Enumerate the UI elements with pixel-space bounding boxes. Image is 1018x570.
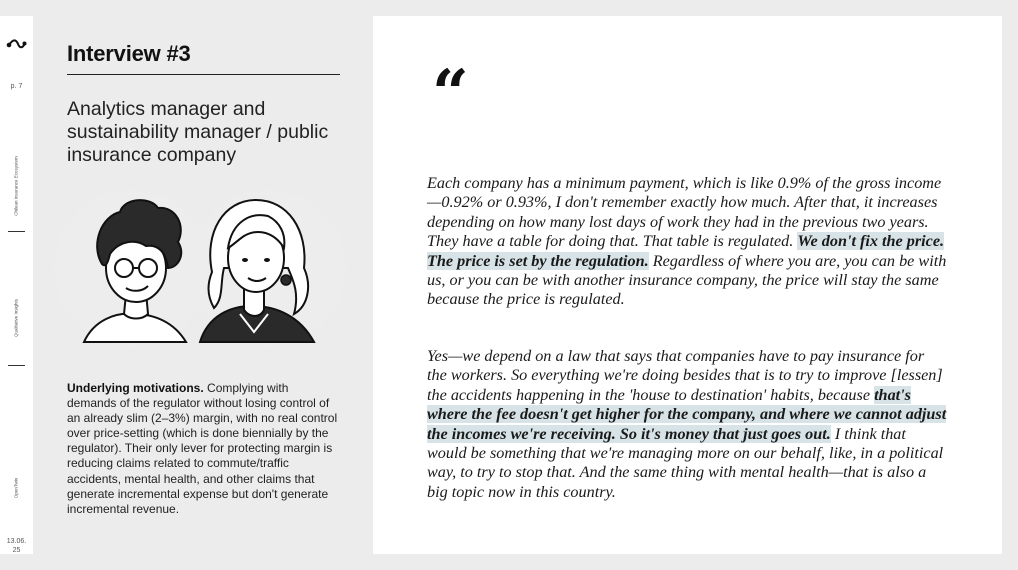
motivation-label: Underlying motivations.: [67, 381, 204, 395]
quote-paragraph-1: [427, 174, 947, 310]
woman-earring: [281, 275, 291, 285]
title-divider: [67, 74, 340, 75]
motivation-text: Complying with demands of the regulator without losing control of an already slim (2–3%) margin, with no real control over price-setting (which is done biennially by the regulator). Their only lever for protecting margin is reducing claims related to commute/traffic accidents, mental health, and other claims that generate incremental expense but don't generate incremental revenue.: [67, 381, 338, 516]
date-line-1: 13.06.: [6, 538, 27, 545]
quote-1-highlight: We don't fix the price. The price is set by the regulation.: [427, 232, 945, 270]
side-rail: [0, 16, 33, 554]
section-label-insights: Qualitative Insights: [13, 298, 19, 338]
woman-eye-right: [264, 258, 270, 262]
section-label-ecosystem: Chilean Insurance Ecosystem: [13, 156, 19, 216]
date-line-2: 25: [12, 547, 21, 554]
quote-1-text-a: Each company has a minimum payment, which is like 0.9% of the gross income—0.92% or 0.93%, I don't remember exactly how much. After that, it increases depending on how many lost days of work they had in the previous two years. They have a table for doing that. That table is regulated.: [427, 174, 942, 251]
date: [0, 537, 33, 555]
motivation-paragraph: [67, 381, 339, 517]
brand-logo-icon: [6, 38, 27, 50]
page-title: Interview #3: [67, 41, 191, 66]
quote-paragraph-2: [427, 347, 947, 502]
brand-label: OpenTwin: [13, 477, 19, 499]
quote-2-text-b: I think that would be something that we're managing more on our behalf, like, in a political way, to try to stop that. And the same thing with mental health—that is also a big topic now in this country.: [427, 424, 944, 501]
quote-2-text-a: Yes—we depend on a law that says that companies have to pay insurance for the workers. So everything we're doing besides that is to try to improve [lessen] the accidents happening in the 'house to destination' habits, because: [427, 347, 943, 404]
quote-2-highlight: that's where the fee doesn't get higher for the company, and where we cannot adjust the incomes we're receiving. So it's money that just goes out.: [427, 385, 947, 443]
quote-1-text-b: Regardless of where you are, you can be with us, or you can be with another insurance company, the price will stay the same because the price is regulated.: [427, 251, 947, 309]
interviewees-illustration: [54, 182, 346, 354]
rail-divider: [8, 231, 25, 232]
woman-eye-left: [242, 258, 248, 262]
quote-mark-icon: “: [432, 56, 469, 131]
interviewee-description: Analytics manager and sustainability manager / public insurance company: [67, 98, 329, 166]
rail-divider: [8, 365, 25, 366]
page-number: p. 7: [10, 83, 23, 90]
